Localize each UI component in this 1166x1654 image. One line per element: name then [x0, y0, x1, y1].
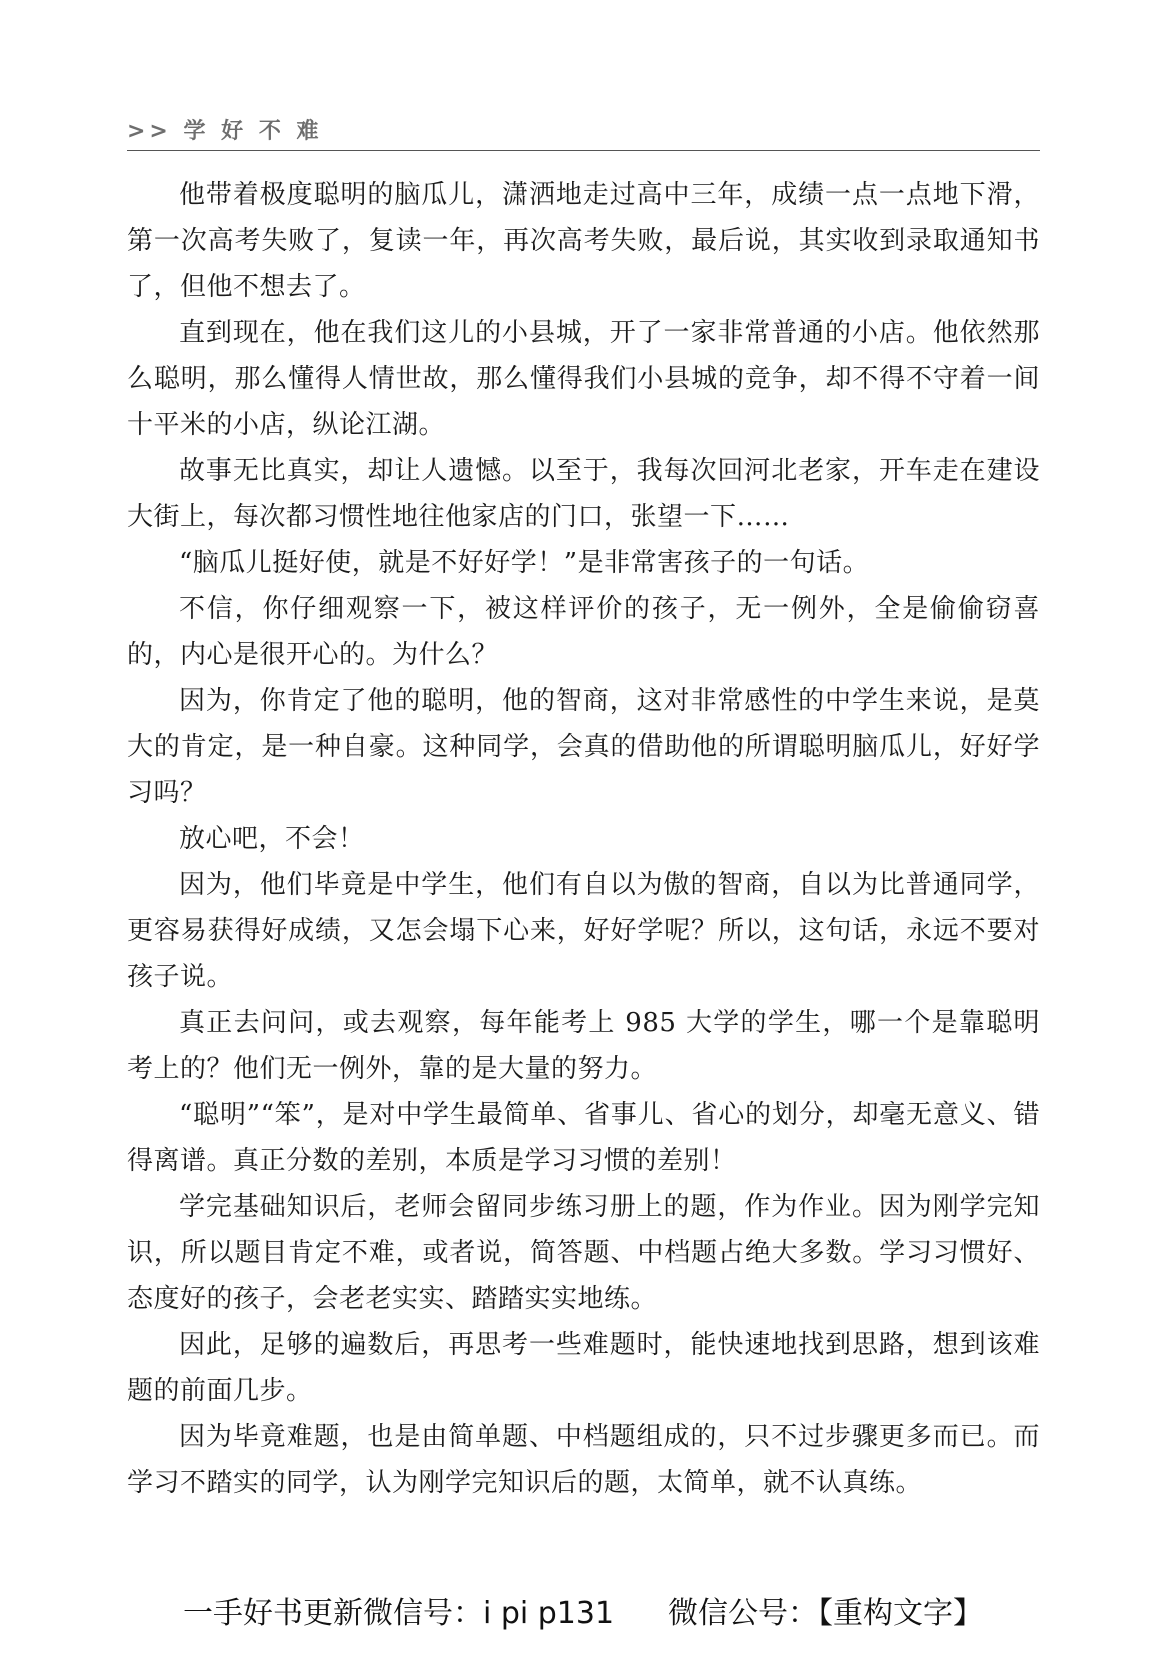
paragraph: 放心吧，不会！: [179, 824, 365, 854]
paragraph: 故事无比真实，却让人遗憾。以至于，我每次回河北老家，开车走在建设大街上，每次都习惯性地往他家店的门口，张望一下……: [127, 456, 1040, 532]
paragraph: 因此，足够的遍数后，再思考一些难题时，能快速地找到思路，想到该难题的前面几步。: [127, 1330, 1040, 1406]
paragraph: “聪明”“笨”，是对中学生最简单、省事儿、省心的划分，却毫无意义、错得离谱。真正分数的差别，本质是学习习惯的差别！: [127, 1100, 1040, 1176]
running-header: [127, 108, 1040, 151]
footer-wechat-account: 微信公号：【重构文字】: [668, 1596, 984, 1631]
paragraph: 直到现在，他在我们这儿的小县城，开了一家非常普通的小店。他依然那么聪明，那么懂得人情世故，那么懂得我们小县城的竞争，却不得不守着一间十平米的小店，纵论江湖。: [127, 318, 1040, 440]
footer-wechat-id: 一手好书更新微信号：i pi p131: [182, 1596, 615, 1631]
header-title: >> 学 好 不 难: [127, 119, 323, 144]
paragraph: 真正去问问，或去观察，每年能考上 985 大学的学生，哪一个是靠聪明考上的？他们无一例外，靠的是大量的努力。: [127, 1008, 1040, 1084]
paragraph: 因为，他们毕竟是中学生，他们有自以为傲的智商，自以为比普通同学，更容易获得好成绩，又怎会塌下心来，好好学呢？所以，这句话，永远不要对孩子说。: [127, 870, 1040, 992]
paragraph: 学完基础知识后，老师会留同步练习册上的题，作为作业。因为刚学完知识，所以题目肯定不难，或者说，简答题、中档题占绝大多数。学习习惯好、态度好的孩子，会老老实实、踏踏实实地练。: [127, 1192, 1040, 1314]
paragraph: “脑瓜儿挺好使，就是不好好学！”是非常害孩子的一句话。: [179, 548, 870, 578]
paragraph: 因为，你肯定了他的聪明，他的智商，这对非常感性的中学生来说，是莫大的肯定，是一种自豪。这种同学，会真的借助他的所谓聪明脑瓜儿，好好学习吗？: [127, 686, 1040, 808]
paragraph: 因为毕竟难题，也是由简单题、中档题组成的，只不过步骤更多而已。而学习不踏实的同学，认为刚学完知识后的题，太简单，就不认真练。: [127, 1422, 1040, 1498]
body-text: [127, 172, 1040, 1506]
paragraph: 他带着极度聪明的脑瓜儿，潇洒地走过高中三年，成绩一点一点地下滑，第一次高考失败了，复读一年，再次高考失败，最后说，其实收到录取通知书了，但他不想去了。: [127, 180, 1040, 302]
paragraph: 不信，你仔细观察一下，被这样评价的孩子，无一例外，全是偷偷窃喜的，内心是很开心的。为什么？: [127, 594, 1040, 670]
watermark-footer: [0, 1588, 1166, 1632]
